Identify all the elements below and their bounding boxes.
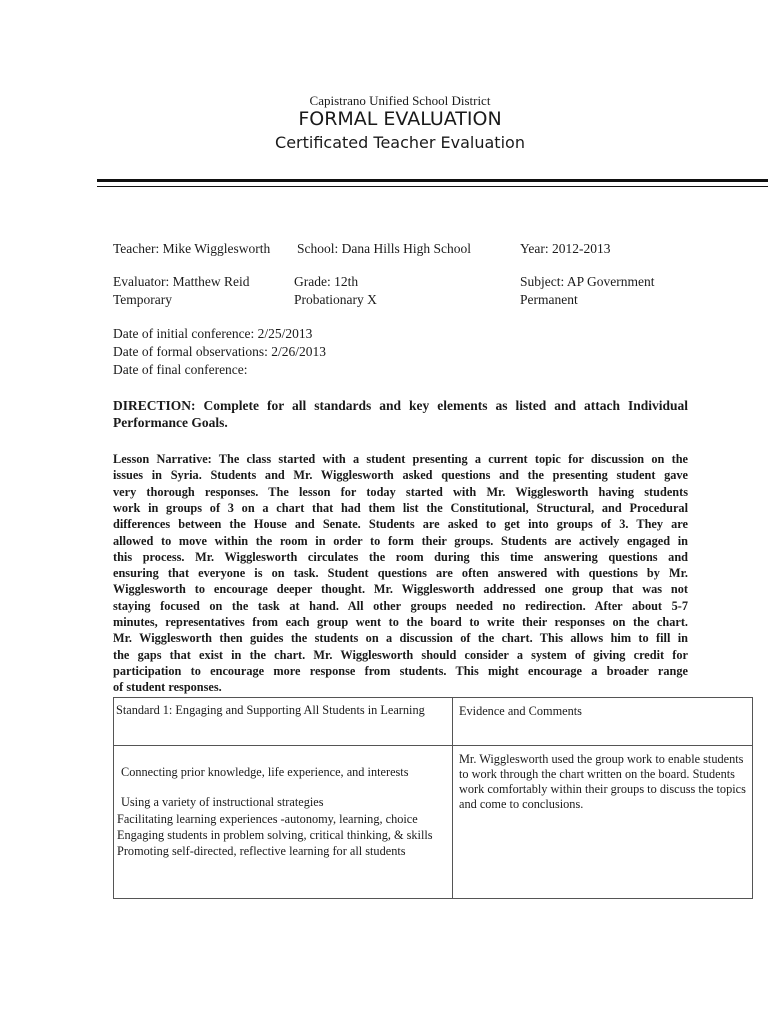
key-elements-cell [114,746,453,899]
direction-text: DIRECTION: Complete for all standards and key elements as listed and attach Individual Performance Goals. [113,398,688,430]
formal-observations-date: Date of formal observations: 2/26/2013 [113,344,326,359]
subject-field: Subject: AP Government [520,274,655,289]
evidence-text: Mr. Wigglesworth used the group work to enable students to work through the chart written on the board. Students work comfortably within their groups to discuss the topics and come to conclusions. [459,752,746,811]
narrative-line: Mr. Wigglesworth then guides the students on a discussion of the chart. This allows him to fill in [113,631,688,646]
narrative-line: staying focused on the task at hand. All other groups needed no redirection. After about 5-7 [113,598,688,613]
key-element: Promoting self-directed, reflective learning for all students [117,844,406,858]
narrative-line: work in groups of 3 on a chart that had them list the Constitutional, Structural, and Procedural [113,500,688,515]
grade-field: Grade: 12th [294,274,359,289]
header-rule-thin [97,186,768,187]
page-subtitle: Certificated Teacher Evaluation [275,133,525,152]
narrative-line: issues in Syria. Students and Mr. Wigglesworth asked questions and the presenting student gave [113,468,688,483]
status-probationary: Probationary X [294,292,377,307]
final-conference-date: Date of final conference: [113,362,248,377]
header-rule-thick [97,179,768,182]
narrative-line: the gaps that exist in the chart. Mr. Wigglesworth should consider a system of giving credit for [113,647,688,662]
evidence-heading: Evidence and Comments [453,698,753,746]
school-field: School: Dana Hills High School [297,241,471,256]
narrative-line: Lesson Narrative: The class started with a student presenting a current topic for discussion on the [113,452,688,466]
narrative-line: very thorough responses. The lesson for today started with Mr. Wigglesworth having students [113,484,688,499]
standard-table-body-row [114,746,753,899]
key-element: Connecting prior knowledge, life experience, and interests [121,765,409,779]
initial-conference-date: Date of initial conference: 2/25/2013 [113,326,313,341]
narrative-line: participation to encourage more response from students. This might encourage a broader range [113,663,688,678]
narrative-line: Wigglesworth to encourage deeper thought. Mr. Wigglesworth addressed one group that was not [113,582,688,597]
narrative-line: differences between the House and Senate. Students are asked to get into groups of 3. They are [113,517,688,532]
teacher-field: Teacher: Mike Wigglesworth [113,241,271,256]
narrative-line: allowed to move within the room in order to form their groups. Students are actively engaged in [113,533,688,548]
narrative-line: ensuring that everyone is on task. Student questions are often answered with questions by Mr. [113,566,688,581]
evaluator-field: Evaluator: Matthew Reid [113,274,250,289]
narrative-line: minutes, representatives from each group went to the board to write their responses on the chart. [113,615,688,629]
narrative-line: of student responses. [113,680,222,695]
status-temporary: Temporary [113,292,173,307]
standard-table-header-row [114,698,753,746]
key-element: Engaging students in problem solving, critical thinking, & skills [117,828,433,842]
status-permanent: Permanent [520,292,578,307]
district-name: Capistrano Unified School District [309,93,491,108]
evidence-cell [453,746,753,899]
narrative-line: this process. Mr. Wigglesworth circulates the room during this time answering questions and [113,549,688,564]
standard-table [113,697,753,899]
standard-heading: Standard 1: Engaging and Supporting All Students in Learning [114,698,453,746]
key-element: Using a variety of instructional strategies [121,795,324,809]
key-element: Facilitating learning experiences -autonomy, learning, choice [117,812,418,826]
page-title: FORMAL EVALUATION [298,108,502,130]
year-field: Year: 2012-2013 [520,241,611,256]
